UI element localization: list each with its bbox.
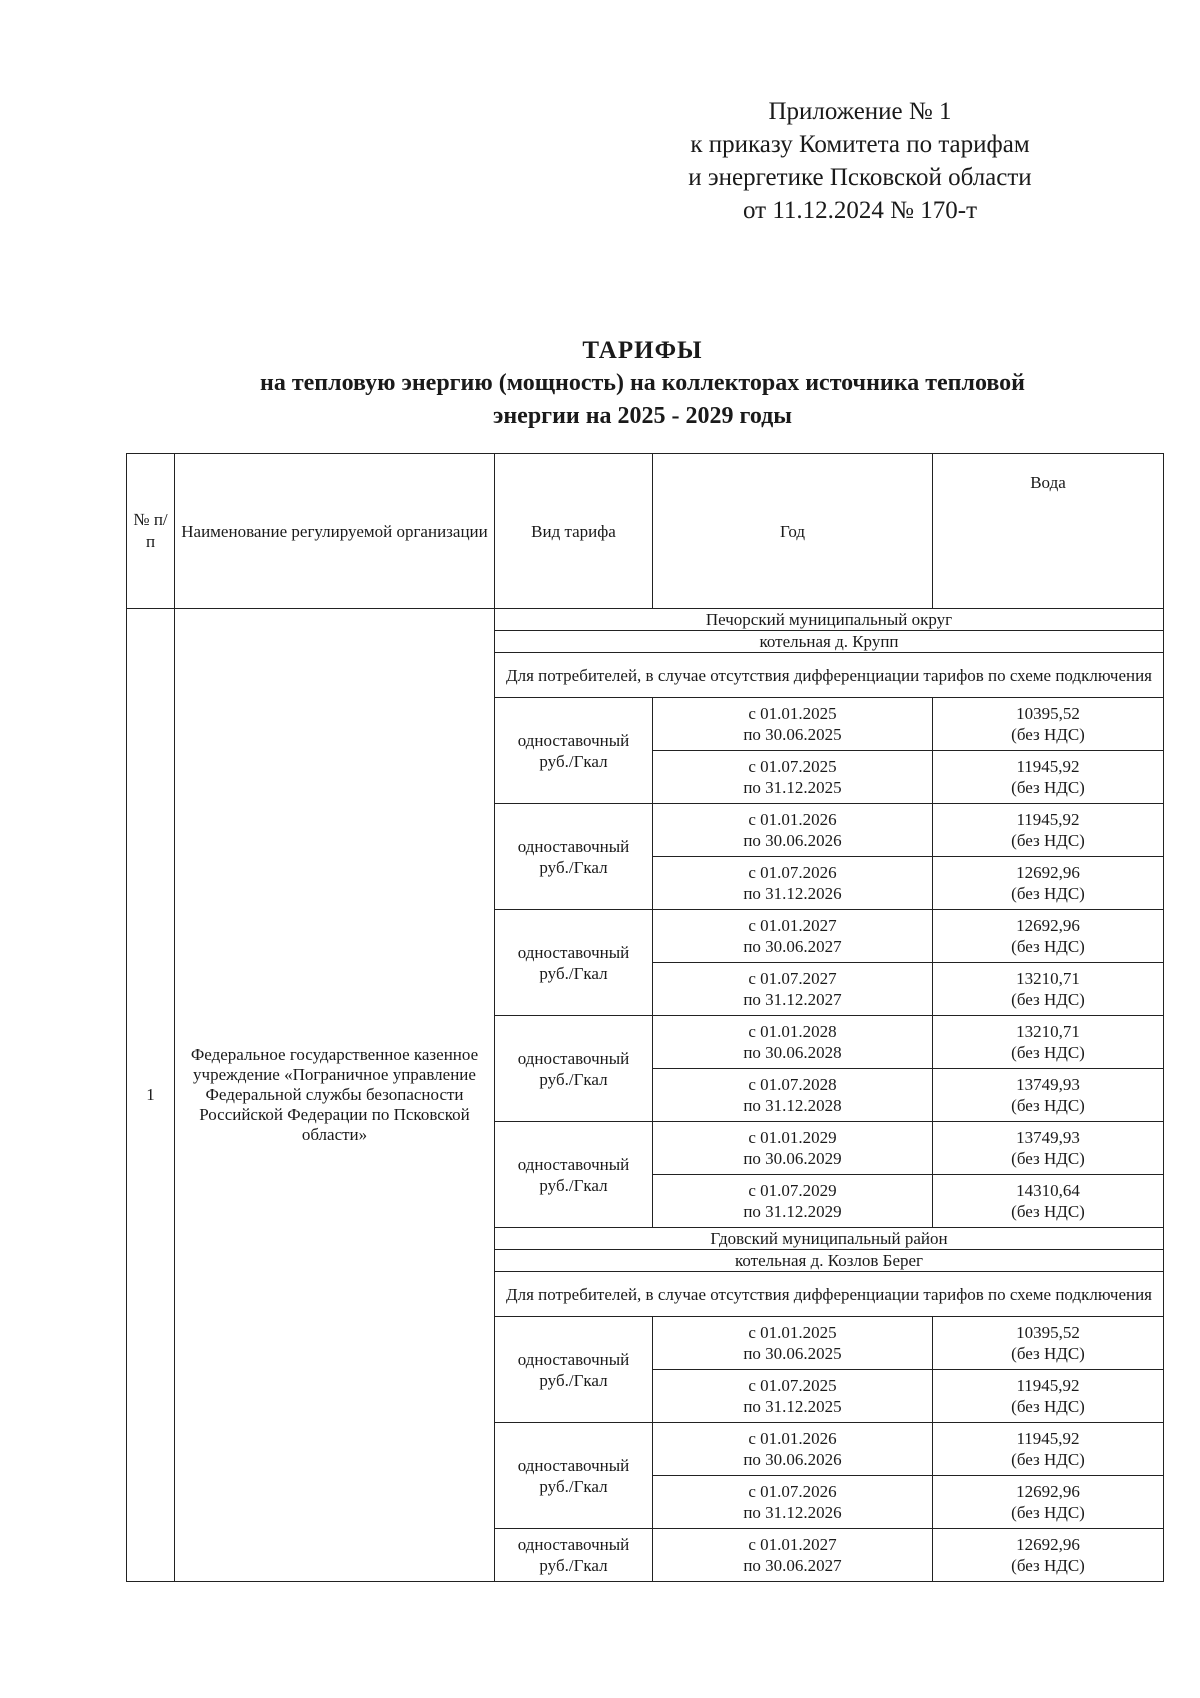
water-tariff-cell bbox=[933, 1175, 1164, 1228]
tariff-value: 13749,93 bbox=[1016, 1128, 1080, 1147]
water-tariff-cell bbox=[933, 1476, 1164, 1529]
vat-note: (без НДС) bbox=[1011, 1450, 1085, 1469]
period-cell bbox=[653, 1122, 933, 1175]
water-tariff-cell bbox=[933, 1069, 1164, 1122]
period-cell bbox=[653, 698, 933, 751]
vat-note: (без НДС) bbox=[1011, 1397, 1085, 1416]
boiler-name: котельная д. Козлов Берег bbox=[495, 1250, 1164, 1272]
period-to: по 30.06.2027 bbox=[743, 937, 842, 956]
period-to: по 31.12.2028 bbox=[743, 1096, 842, 1115]
period-from: с 01.01.2028 bbox=[748, 1022, 837, 1041]
period-to: по 31.12.2025 bbox=[743, 778, 842, 797]
period-from: с 01.01.2027 bbox=[748, 1535, 837, 1554]
period-to: по 30.06.2026 bbox=[743, 831, 842, 850]
period-from: с 01.07.2025 bbox=[748, 1376, 837, 1395]
vat-note: (без НДС) bbox=[1011, 1043, 1085, 1062]
vat-note: (без НДС) bbox=[1011, 1149, 1085, 1168]
water-tariff-cell bbox=[933, 1122, 1164, 1175]
tariff-type: одноставочный руб./Гкал bbox=[495, 804, 653, 910]
row-number: 1 bbox=[127, 609, 175, 1582]
tariff-value: 14310,64 bbox=[1016, 1181, 1080, 1200]
tariff-value: 12692,96 bbox=[1016, 863, 1080, 882]
period-from: с 01.07.2027 bbox=[748, 969, 837, 988]
tariff-type: одноставочный руб./Гкал bbox=[495, 698, 653, 804]
consumers-note: Для потребителей, в случае отсутствия дифференциации тарифов по схеме подключения bbox=[495, 1272, 1164, 1317]
tariff-type: одноставочный руб./Гкал bbox=[495, 1016, 653, 1122]
header-type: Вид тарифа bbox=[495, 454, 653, 609]
period-to: по 31.12.2025 bbox=[743, 1397, 842, 1416]
period-from: с 01.07.2029 bbox=[748, 1181, 837, 1200]
period-cell bbox=[653, 751, 933, 804]
period-to: по 30.06.2025 bbox=[743, 1344, 842, 1363]
tariff-value: 11945,92 bbox=[1016, 757, 1080, 776]
table-body bbox=[127, 609, 1164, 1582]
period-cell bbox=[653, 804, 933, 857]
period-cell bbox=[653, 1069, 933, 1122]
title-main: ТАРИФЫ bbox=[582, 337, 703, 364]
appendix-line-2: к приказу Комитета по тарифам bbox=[690, 131, 1030, 158]
water-tariff-cell bbox=[933, 1370, 1164, 1423]
water-tariff-cell bbox=[933, 857, 1164, 910]
vat-note: (без НДС) bbox=[1011, 1202, 1085, 1221]
period-from: с 01.07.2026 bbox=[748, 863, 837, 882]
period-cell bbox=[653, 1317, 933, 1370]
period-to: по 30.06.2026 bbox=[743, 1450, 842, 1469]
appendix-line-4: от 11.12.2024 № 170-т bbox=[742, 197, 978, 224]
vat-note: (без НДС) bbox=[1011, 831, 1085, 850]
tariff-type: одноставочный руб./Гкал bbox=[495, 1122, 653, 1228]
water-tariff-cell bbox=[933, 910, 1164, 963]
period-to: по 31.12.2026 bbox=[743, 1503, 842, 1522]
boiler-name: котельная д. Крупп bbox=[495, 631, 1164, 653]
tariff-value: 13210,71 bbox=[1016, 1022, 1080, 1041]
organization-name: Федеральное государственное казенное учреждение «Пограничное управление Федеральной службы безопасности Российской Федерации по Псковской области» bbox=[175, 609, 495, 1582]
water-tariff-cell bbox=[933, 1317, 1164, 1370]
period-from: с 01.01.2027 bbox=[748, 916, 837, 935]
vat-note: (без НДС) bbox=[1011, 1096, 1085, 1115]
tariff-value: 12692,96 bbox=[1016, 916, 1080, 935]
water-tariff-cell bbox=[933, 1016, 1164, 1069]
tariff-value: 10395,52 bbox=[1016, 704, 1080, 723]
district-name: Гдовский муниципальный район bbox=[495, 1228, 1164, 1250]
vat-note: (без НДС) bbox=[1011, 937, 1085, 956]
appendix-line-3: и энергетике Псковской области bbox=[688, 164, 1032, 191]
period-to: по 31.12.2027 bbox=[743, 990, 842, 1009]
water-tariff-cell bbox=[933, 804, 1164, 857]
tariff-value: 13210,71 bbox=[1016, 969, 1080, 988]
period-from: с 01.01.2025 bbox=[748, 704, 837, 723]
vat-note: (без НДС) bbox=[1011, 778, 1085, 797]
tariff-value: 11945,92 bbox=[1016, 1376, 1080, 1395]
water-tariff-cell bbox=[933, 963, 1164, 1016]
district-name: Печорский муниципальный округ bbox=[495, 609, 1164, 631]
water-tariff-cell bbox=[933, 751, 1164, 804]
period-cell bbox=[653, 1476, 933, 1529]
tariff-value: 11945,92 bbox=[1016, 810, 1080, 829]
tariff-value: 10395,52 bbox=[1016, 1323, 1080, 1342]
period-from: с 01.07.2028 bbox=[748, 1075, 837, 1094]
period-to: по 31.12.2029 bbox=[743, 1202, 842, 1221]
title-line-2: энергии на 2025 - 2029 годы bbox=[492, 403, 793, 429]
period-to: по 31.12.2026 bbox=[743, 884, 842, 903]
water-tariff-cell bbox=[933, 1529, 1164, 1582]
header-water: Вода bbox=[933, 454, 1164, 609]
period-cell bbox=[653, 963, 933, 1016]
period-to: по 30.06.2029 bbox=[743, 1149, 842, 1168]
period-cell bbox=[653, 1175, 933, 1228]
tariff-type: одноставочный руб./Гкал bbox=[495, 1317, 653, 1423]
period-cell bbox=[653, 1016, 933, 1069]
period-cell bbox=[653, 1370, 933, 1423]
period-cell bbox=[653, 1423, 933, 1476]
title-line-1: на тепловую энергию (мощность) на коллекторах источника тепловой bbox=[260, 370, 1025, 396]
vat-note: (без НДС) bbox=[1011, 725, 1085, 744]
vat-note: (без НДС) bbox=[1011, 1556, 1085, 1575]
tariff-type: одноставочный руб./Гкал bbox=[495, 1423, 653, 1529]
header-num: № п/ п bbox=[127, 454, 175, 609]
tariff-value: 11945,92 bbox=[1016, 1429, 1080, 1448]
period-from: с 01.07.2025 bbox=[748, 757, 837, 776]
period-from: с 01.01.2029 bbox=[748, 1128, 837, 1147]
vat-note: (без НДС) bbox=[1011, 1503, 1085, 1522]
appendix-line-1: Приложение № 1 bbox=[768, 98, 952, 125]
tariff-type: одноставочный руб./Гкал bbox=[495, 910, 653, 1016]
vat-note: (без НДС) bbox=[1011, 884, 1085, 903]
district-row bbox=[127, 609, 1164, 631]
period-to: по 30.06.2025 bbox=[743, 725, 842, 744]
vat-note: (без НДС) bbox=[1011, 990, 1085, 1009]
tariff-value: 12692,96 bbox=[1016, 1535, 1080, 1554]
tariff-value: 12692,96 bbox=[1016, 1482, 1080, 1501]
tariff-type: одноставочный руб./Гкал bbox=[495, 1529, 653, 1582]
header-year: Год bbox=[653, 454, 933, 609]
period-to: по 30.06.2027 bbox=[743, 1556, 842, 1575]
period-cell bbox=[653, 857, 933, 910]
period-cell bbox=[653, 910, 933, 963]
water-tariff-cell bbox=[933, 1423, 1164, 1476]
period-from: с 01.01.2026 bbox=[748, 1429, 837, 1448]
table-header-row bbox=[127, 454, 1164, 609]
water-tariff-cell bbox=[933, 698, 1164, 751]
tariff-value: 13749,93 bbox=[1016, 1075, 1080, 1094]
period-cell bbox=[653, 1529, 933, 1582]
period-from: с 01.01.2026 bbox=[748, 810, 837, 829]
consumers-note: Для потребителей, в случае отсутствия дифференциации тарифов по схеме подключения bbox=[495, 653, 1164, 698]
header-org: Наименование регулируемой организации bbox=[175, 454, 495, 609]
appendix-header bbox=[640, 95, 1080, 227]
period-from: с 01.07.2026 bbox=[748, 1482, 837, 1501]
period-from: с 01.01.2025 bbox=[748, 1323, 837, 1342]
period-to: по 30.06.2028 bbox=[743, 1043, 842, 1062]
vat-note: (без НДС) bbox=[1011, 1344, 1085, 1363]
document-title bbox=[150, 335, 1135, 433]
tariffs-table bbox=[126, 453, 1164, 1582]
